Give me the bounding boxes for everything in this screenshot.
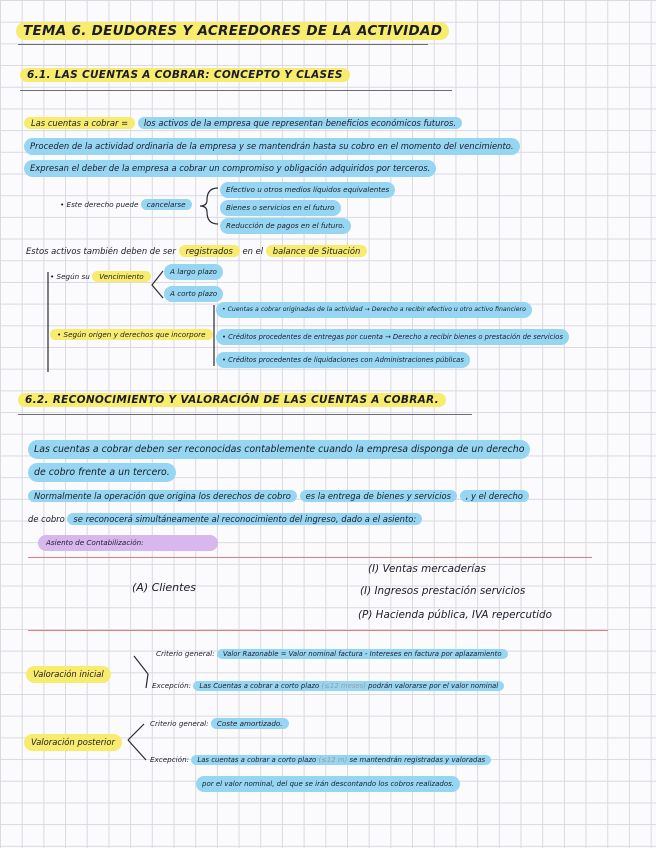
operation-post: , y el derecho: [460, 490, 529, 502]
subsequent-exception-continuation: por el valor nominal, del que se irán descontando los cobros realizados.: [196, 776, 460, 792]
subsequent-exception-grey: (≤12 m): [318, 756, 348, 764]
operation-line-1: [28, 489, 529, 504]
origin-lead-text: • Según origen y derechos que incorpore: [50, 329, 213, 340]
origin-item: • Créditos procedentes de liquidaciones con Administraciones públicas: [216, 352, 470, 368]
initial-exception-grey: (≤12 meses): [321, 682, 366, 690]
venc-line: [50, 270, 151, 284]
section-61-heading: 6.1. LAS CUENTAS A COBRAR: CONCEPTO Y CLASES: [20, 68, 350, 82]
operation-line-2: [28, 512, 422, 527]
initial-general-text: Valor Razonable = Valor nominal factura - Intereses en factura por aplazamiento: [217, 649, 508, 659]
operation2-pre: de cobro: [28, 514, 65, 524]
subsequent-exception-pre: Las cuentas a cobrar a corto plazo: [197, 756, 317, 764]
asiento-top-rule: [28, 557, 592, 558]
registered-line: [26, 244, 367, 259]
page-title: TEMA 6. DEUDORES Y ACREEDORES DE LA ACTIVIDAD: [16, 22, 449, 40]
initial-exception-key: Excepción:: [152, 681, 192, 690]
venc-item: A corto plazo: [164, 286, 223, 302]
cancel-word: cancelarse: [141, 199, 192, 210]
section-62-underline: [18, 414, 472, 415]
cancel-lead: • Este derecho puede: [60, 200, 139, 209]
registered-word: registrados: [179, 245, 240, 257]
cancel-item: Reducción de pagos en el futuro.: [220, 218, 351, 234]
subsequent-exception-post: se mantendrán registradas y valoradas: [349, 756, 486, 764]
registered-pre: Estos activos también deben de ser: [26, 246, 176, 256]
definition-line: [24, 116, 462, 131]
subsequent-general-text: Coste amortizado.: [211, 718, 289, 729]
vi-bracket-bottom: [146, 674, 148, 688]
subsequent-general-key: Criterio general:: [150, 719, 209, 728]
asiento-credit: (I) Ventas mercaderías: [368, 563, 486, 575]
cancel-item: Efectivo u otros medios líquidos equivalentes: [220, 182, 395, 198]
venc-bracket: [152, 271, 163, 298]
venc-item: A largo plazo: [164, 264, 223, 280]
recognition-line-2: de cobro frente a un tercero.: [28, 463, 176, 482]
initial-exception-text: [193, 681, 504, 691]
section-62-heading: 6.2. RECONOCIMIENTO Y VALORACIÓN DE LAS CUENTAS A COBRAR.: [18, 393, 446, 407]
origin-lead: [50, 328, 213, 342]
vp-bracket-top: [128, 724, 144, 740]
subsequent-exception-text: [191, 755, 491, 765]
subsequent-general-line: [150, 717, 289, 731]
vp-bracket-bottom: [128, 740, 146, 760]
definition-term: Las cuentas a cobrar =: [24, 117, 135, 129]
operation-hl: es la entrega de bienes y servicios: [300, 490, 457, 502]
initial-valuation-label: Valoración inicial: [26, 666, 111, 683]
asiento-credit: (I) Ingresos prestación servicios: [360, 585, 526, 597]
origin-item: • Créditos procedentes de entregas por cuenta → Derecho a recibir bienes o prestación de servicios: [216, 329, 569, 345]
cancel-bracket: [200, 188, 218, 224]
registered-place: balance de Situación: [266, 245, 368, 257]
subsequent-exception-line: [150, 753, 491, 767]
asiento-bottom-rule: [28, 630, 608, 631]
operation-pre: Normalmente la operación que origina los derechos de cobro: [28, 490, 297, 502]
subsequent-exception-key: Excepción:: [150, 755, 190, 764]
initial-general-line: [156, 647, 508, 661]
definition-line-3: Expresan el deber de la empresa a cobrar un compromiso y obligación adquiridos por terceros.: [24, 160, 436, 177]
cancel-item: Bienes o servicios en el futuro: [220, 200, 341, 216]
definition-text: los activos de la empresa que representan beneficios económicos futuros.: [138, 117, 462, 129]
initial-exception-line: [152, 679, 504, 693]
subsequent-valuation-label: Valoración posterior: [24, 734, 122, 751]
venc-word: Vencimiento: [92, 271, 151, 282]
initial-general-key: Criterio general:: [156, 649, 215, 658]
initial-exception-post: podrán valorarse por el valor nominal: [368, 682, 499, 690]
venc-lead: • Según su: [50, 272, 90, 281]
asiento-debit: (A) Clientes: [132, 581, 196, 594]
recognition-line-1: Las cuentas a cobrar deben ser reconocidas contablemente cuando la empresa disponga de un derecho: [28, 440, 530, 459]
section-61-underline: [20, 90, 452, 91]
definition-line-2: Proceden de la actividad ordinaria de la empresa y se mantendrán hasta su cobro en el momento del vencimiento.: [24, 138, 520, 155]
operation2-hl: se reconocerá simultáneamente al reconocimiento del ingreso, dado a el asiento:: [67, 513, 422, 525]
cancel-line: [60, 198, 192, 212]
asiento-credit: (P) Hacienda pública, IVA repercutido: [358, 609, 552, 621]
initial-exception-pre: Las Cuentas a cobrar a corto plazo: [199, 682, 320, 690]
registered-mid: en el: [242, 246, 264, 256]
origin-item: • Cuentas a cobrar originadas de la actividad → Derecho a recibir efectivo u otro activo financiero: [216, 302, 532, 318]
title-underline: [18, 44, 428, 45]
asiento-label: Asiento de Contabilización:: [38, 535, 218, 551]
vi-bracket-top: [134, 656, 148, 674]
